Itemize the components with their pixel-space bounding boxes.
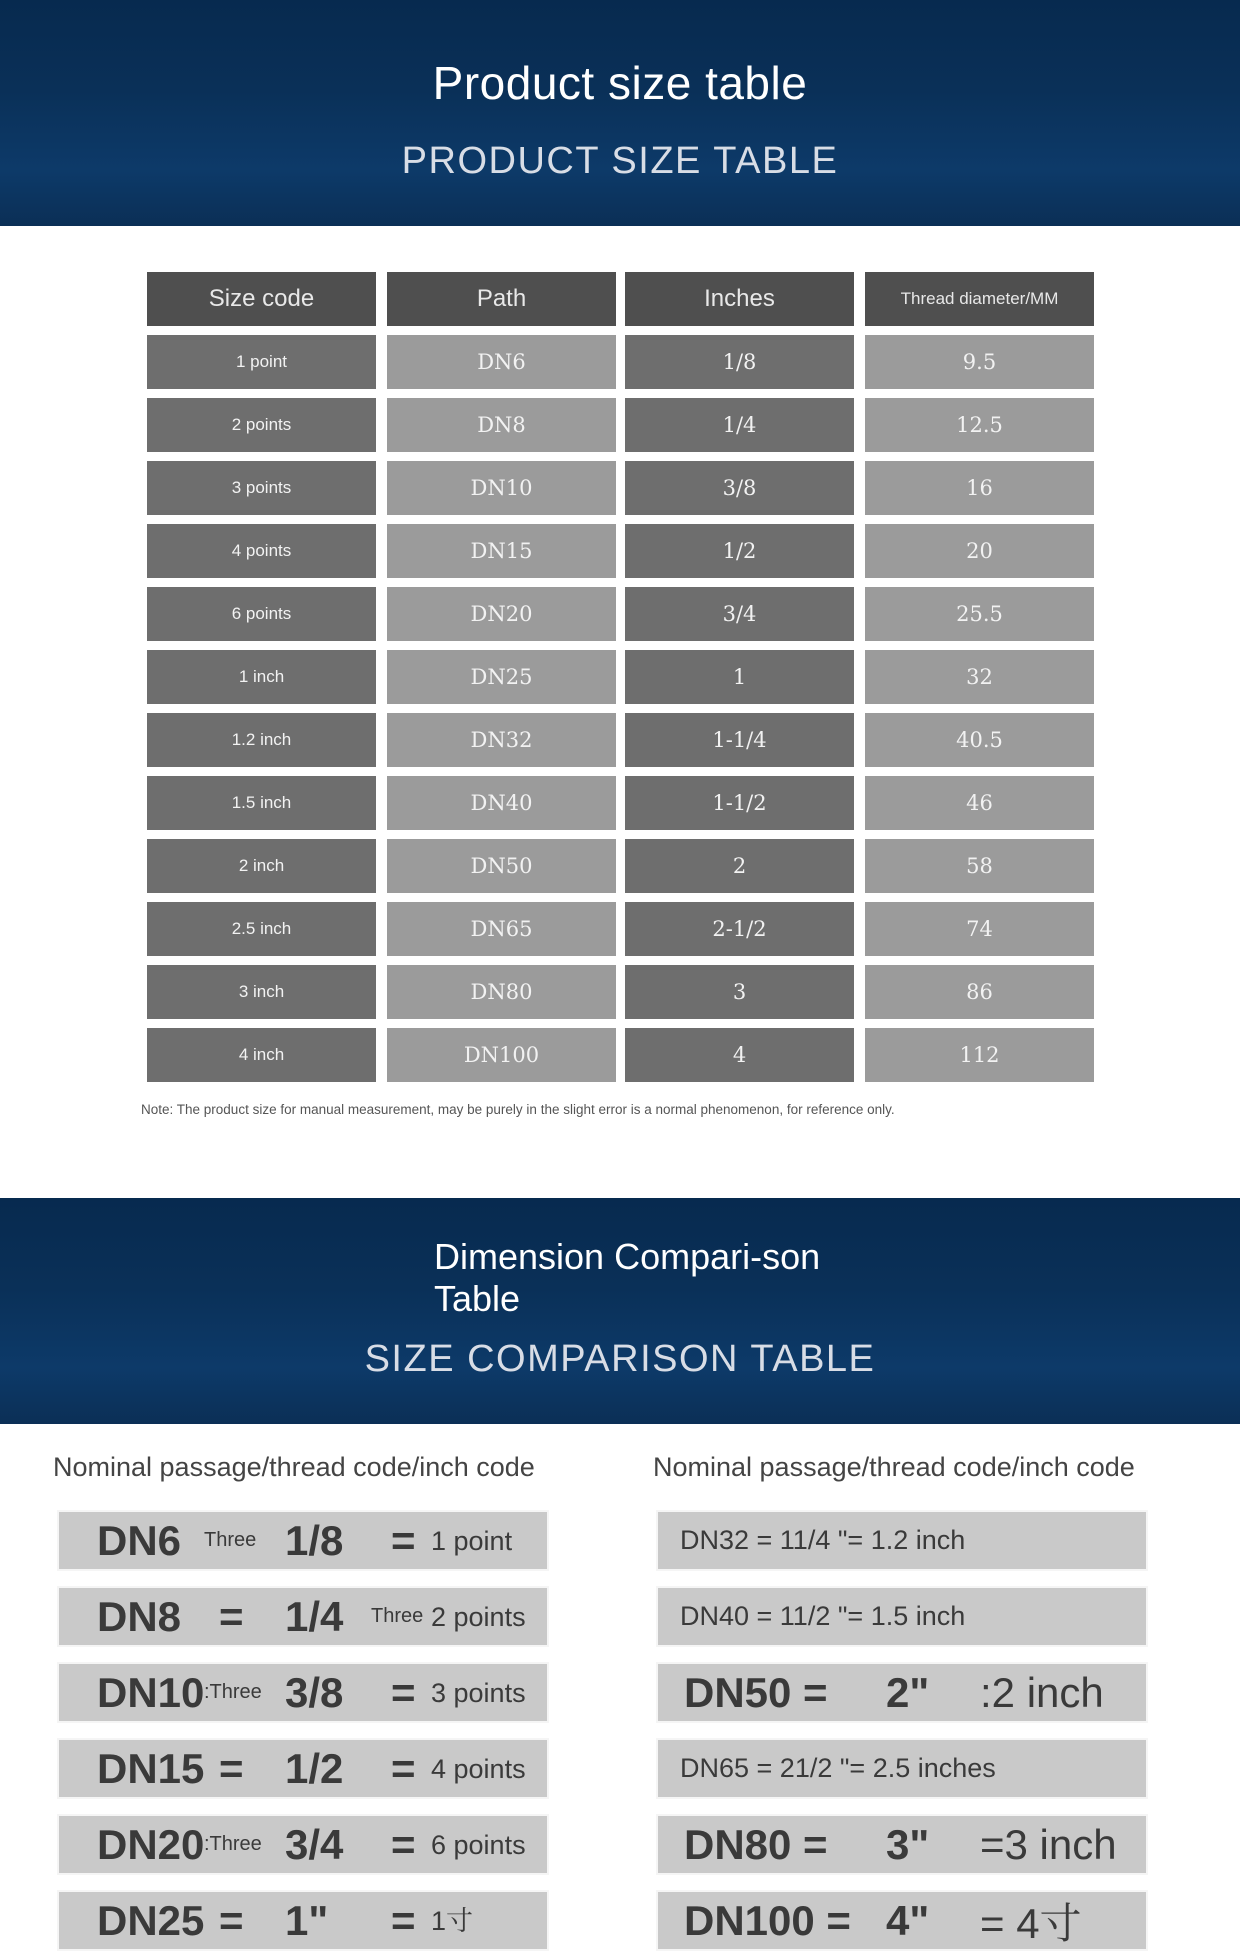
equals: =: [391, 1820, 416, 1868]
page-title: Product size table: [432, 57, 808, 109]
thread-diameter-cell: 112: [865, 1028, 1094, 1082]
size-code: =3 inch: [980, 1820, 1117, 1868]
size-code-cell: 6 points: [147, 587, 376, 641]
size-code-cell: 1.2 inch: [147, 713, 376, 767]
equals: =: [391, 1744, 416, 1792]
thread-diameter-cell: 40.5: [865, 713, 1094, 767]
size-code: 1寸: [431, 1905, 474, 1936]
size-code: 4 points: [431, 1753, 526, 1784]
path-cell: DN50: [387, 839, 616, 893]
separator: =: [219, 1592, 244, 1640]
separator: :Three: [204, 1681, 262, 1703]
dn-value: DN25: [97, 1896, 205, 1944]
inch-value: 4": [886, 1896, 930, 1944]
equals: =: [391, 1896, 416, 1944]
path-cell: DN25: [387, 650, 616, 704]
size-code: 1 point: [431, 1525, 513, 1556]
dn-value: DN15: [97, 1744, 205, 1792]
thread-diameter-cell: 9.5: [865, 335, 1094, 389]
path-cell: DN80: [387, 965, 616, 1019]
path-cell: DN20: [387, 587, 616, 641]
comparison-row-right: [656, 1662, 1148, 1723]
thread-diameter-cell: 86: [865, 965, 1094, 1019]
comparison-row-left: [57, 1662, 549, 1723]
size-code-cell: 1 point: [147, 335, 376, 389]
inches-cell: 3: [625, 965, 854, 1019]
header-size-code: Size code: [147, 272, 376, 326]
dn-value: DN20: [97, 1820, 205, 1868]
table-row: [147, 965, 1095, 1019]
table-row: [147, 776, 1095, 830]
comparison-banner: [0, 1198, 1240, 1424]
size-code-cell: 3 inch: [147, 965, 376, 1019]
inch-value: 1": [285, 1896, 329, 1944]
inches-cell: 1/4: [625, 398, 854, 452]
thread-diameter-cell: 25.5: [865, 587, 1094, 641]
comparison-row-right: [656, 1814, 1148, 1875]
comparison-text: DN32 = 11/4 "= 1.2 inch: [680, 1525, 966, 1555]
right-column-heading: Nominal passage/thread code/inch code: [653, 1452, 1135, 1482]
header-thread-diameter: Thread diameter/MM: [865, 272, 1094, 326]
inch-value: 1/4: [285, 1592, 344, 1640]
comparison-row-left: [57, 1814, 549, 1875]
size-code-cell: 1 inch: [147, 650, 376, 704]
inch-value: 3": [886, 1820, 930, 1868]
inches-cell: 1-1/2: [625, 776, 854, 830]
thread-diameter-cell: 12.5: [865, 398, 1094, 452]
path-cell: DN65: [387, 902, 616, 956]
comparison-subtitle: SIZE COMPARISON TABLE: [364, 1338, 876, 1380]
thread-diameter-cell: 32: [865, 650, 1094, 704]
path-cell: DN10: [387, 461, 616, 515]
comparison-row-left: [57, 1510, 549, 1571]
thread-diameter-cell: 20: [865, 524, 1094, 578]
comparison-row-right: [656, 1738, 1148, 1799]
size-code: :2 inch: [980, 1668, 1104, 1716]
header-inches: Inches: [625, 272, 854, 326]
dn-value: DN10: [97, 1668, 205, 1716]
inch-value: 3/4: [285, 1820, 344, 1868]
inches-cell: 3/4: [625, 587, 854, 641]
thread-diameter-cell: 46: [865, 776, 1094, 830]
header-path: Path: [387, 272, 616, 326]
thread-diameter-cell: 16: [865, 461, 1094, 515]
size-code-cell: 1.5 inch: [147, 776, 376, 830]
size-code-cell: 2 points: [147, 398, 376, 452]
table-row: [147, 1028, 1095, 1082]
equals: =: [391, 1668, 416, 1716]
path-cell: DN6: [387, 335, 616, 389]
size-code-cell: 2.5 inch: [147, 902, 376, 956]
comparison-title: Dimension Compari-son Table: [434, 1236, 821, 1319]
path-cell: DN40: [387, 776, 616, 830]
thread-diameter-cell: 74: [865, 902, 1094, 956]
inches-cell: 1/8: [625, 335, 854, 389]
size-code: = 4寸: [980, 1899, 1082, 1947]
table-row: [147, 335, 1095, 389]
left-column-heading: Nominal passage/thread code/inch code: [53, 1452, 535, 1482]
comparison-row-right: [656, 1510, 1148, 1571]
size-code-cell: 3 points: [147, 461, 376, 515]
table-row: [147, 461, 1095, 515]
header-banner: [0, 0, 1240, 226]
table-row: [147, 839, 1095, 893]
equals: =: [391, 1516, 416, 1564]
inch-value: 1/2: [285, 1744, 344, 1792]
path-cell: DN32: [387, 713, 616, 767]
table-row: [147, 713, 1095, 767]
inch-value: 3/8: [285, 1668, 344, 1716]
separator: =: [219, 1896, 244, 1944]
path-cell: DN8: [387, 398, 616, 452]
inches-cell: 1/2: [625, 524, 854, 578]
size-code: 3 points: [431, 1677, 526, 1708]
inches-cell: 3/8: [625, 461, 854, 515]
table-row: [147, 398, 1095, 452]
table-row: [147, 902, 1095, 956]
comparison-row-left: [57, 1890, 549, 1951]
inches-cell: 1: [625, 650, 854, 704]
comparison-row-right: [656, 1586, 1148, 1647]
separator: :Three: [204, 1833, 262, 1855]
comparison-row-left: [57, 1586, 549, 1647]
comparison-text: DN65 = 21/2 "= 2.5 inches: [680, 1753, 996, 1783]
size-code: 2 points: [431, 1601, 526, 1632]
size-code: 6 points: [431, 1829, 526, 1860]
table-header-row: [147, 272, 1095, 326]
path-cell: DN15: [387, 524, 616, 578]
table-row: [147, 524, 1095, 578]
inch-value: 2": [886, 1668, 930, 1716]
inches-cell: 2: [625, 839, 854, 893]
dn-value: DN50 =: [684, 1668, 828, 1716]
comparison-row-right: [656, 1890, 1148, 1951]
equals: Three: [371, 1605, 424, 1627]
thread-diameter-cell: 58: [865, 839, 1094, 893]
inches-cell: 1-1/4: [625, 713, 854, 767]
table-row: [147, 650, 1095, 704]
path-cell: DN100: [387, 1028, 616, 1082]
comparison-text: DN40 = 11/2 "= 1.5 inch: [680, 1601, 966, 1631]
comparison-row-left: [57, 1738, 549, 1799]
inches-cell: 4: [625, 1028, 854, 1082]
size-code-cell: 4 points: [147, 524, 376, 578]
inches-cell: 2-1/2: [625, 902, 854, 956]
table-row: [147, 587, 1095, 641]
size-code-cell: 4 inch: [147, 1028, 376, 1082]
measurement-note: Note: The product size for manual measurement, may be purely in the slight error is a normal phenomenon, for reference only.: [141, 1102, 895, 1117]
dn-value: DN100 =: [684, 1896, 851, 1944]
dn-value: DN80 =: [684, 1820, 828, 1868]
dn-value: DN6: [97, 1516, 182, 1564]
separator: =: [219, 1744, 244, 1792]
page-subtitle: PRODUCT SIZE TABLE: [401, 140, 839, 182]
dn-value: DN8: [97, 1592, 182, 1640]
separator: Three: [204, 1529, 257, 1551]
inch-value: 1/8: [285, 1516, 344, 1564]
size-code-cell: 2 inch: [147, 839, 376, 893]
